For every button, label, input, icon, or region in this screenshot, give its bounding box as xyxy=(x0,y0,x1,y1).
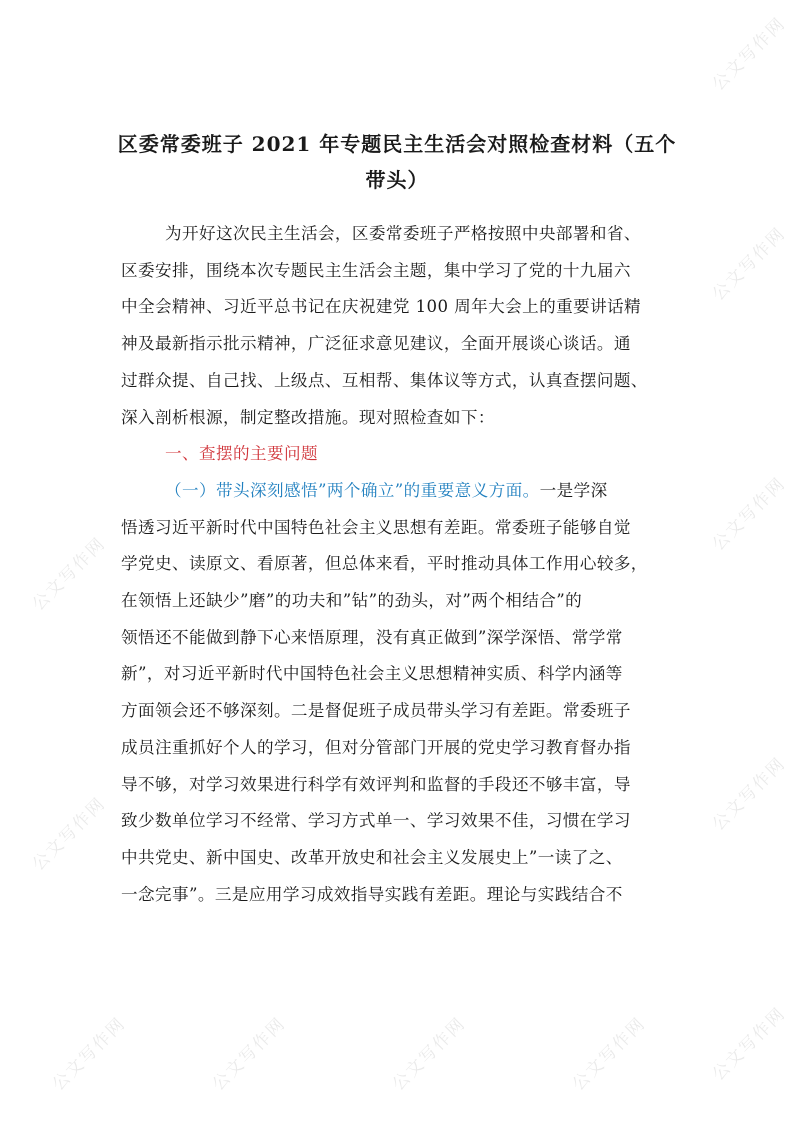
document-title xyxy=(112,126,682,198)
section-heading: 一、查摆的主要问题 xyxy=(165,444,318,464)
body-line: 在领悟上还缺少”磨”的功夫和”钻”的劲头，对”两个相结合”的 xyxy=(121,591,583,611)
watermark: 公文写作网 xyxy=(28,533,110,615)
watermark: 公文写作网 xyxy=(708,473,790,555)
watermark: 公文写作网 xyxy=(708,1003,790,1085)
body-line: 领悟还不能做到静下心来悟原理，没有真正做到”深学深悟、常学常 xyxy=(121,627,623,647)
body-line: 成员注重抓好个人的学习，但对分管部门开展的党史学习教育督办指 xyxy=(121,737,631,757)
watermark: 公文写作网 xyxy=(708,753,790,835)
body-line: 过群众提、自己找、上级点、互相帮、集体议等方式，认真查摆问题、 xyxy=(121,370,648,390)
body-line: 新”，对习近平新时代中国特色社会主义思想精神实质、科学内涵等 xyxy=(121,664,623,684)
document-body xyxy=(121,216,686,913)
body-line: 悟透习近平新时代中国特色社会主义思想有差距。常委班子能够自觉 xyxy=(121,517,631,537)
body-line: 方面领会还不够深刻。二是督促班子成员带头学习有差距。常委班子 xyxy=(121,701,631,721)
body-line: 中共党史、新中国史、改革开放史和社会主义发展史上”一读了之、 xyxy=(121,847,623,867)
watermark: 公文写作网 xyxy=(708,13,790,95)
watermark: 公文写作网 xyxy=(48,1013,130,1095)
subsection-lead-line xyxy=(121,473,686,510)
title-line-1: 区委常委班子 2021 年专题民主生活会对照检查材料（五个 xyxy=(117,132,677,156)
subsection-heading: （一）带头深刻感悟”两个确立”的重要意义方面。 xyxy=(165,480,540,500)
body-line: 神及最新指示批示精神，广泛征求意见建议，全面开展谈心谈话。通 xyxy=(121,334,631,354)
watermark: 公文写作网 xyxy=(708,223,790,305)
body-line: 一念完事”。三是应用学习成效指导实践有差距。理论与实践结合不 xyxy=(121,884,623,904)
watermark: 公文写作网 xyxy=(208,1013,290,1095)
watermark: 公文写作网 xyxy=(388,1013,470,1095)
body-line: 导不够，对学习效果进行科学有效评判和监督的手段还不够丰富，导 xyxy=(121,774,631,794)
body-line: 深入剖析根源，制定整改措施。现对照检查如下： xyxy=(121,407,495,427)
body-line: 致少数单位学习不经常、学习方式单一、学习效果不佳，习惯在学习 xyxy=(121,811,631,831)
body-line: 区委安排，围绕本次专题民主生活会主题，集中学习了党的十九届六 xyxy=(121,260,631,280)
watermark: 公文写作网 xyxy=(568,1013,650,1095)
body-line: 学党史、读原文、看原著，但总体来看，平时推动具体工作用心较多， xyxy=(121,554,648,574)
body-line: 中全会精神、习近平总书记在庆祝建党 100 周年大会上的重要讲话精 xyxy=(121,297,642,317)
watermark: 公文写作网 xyxy=(28,793,110,875)
body-line: 为开好这次民主生活会，区委常委班子严格按照中央部署和省、 xyxy=(165,224,641,243)
title-line-2: 带头） xyxy=(365,168,429,192)
subsection-lead-tail: 一是学深 xyxy=(539,480,608,500)
